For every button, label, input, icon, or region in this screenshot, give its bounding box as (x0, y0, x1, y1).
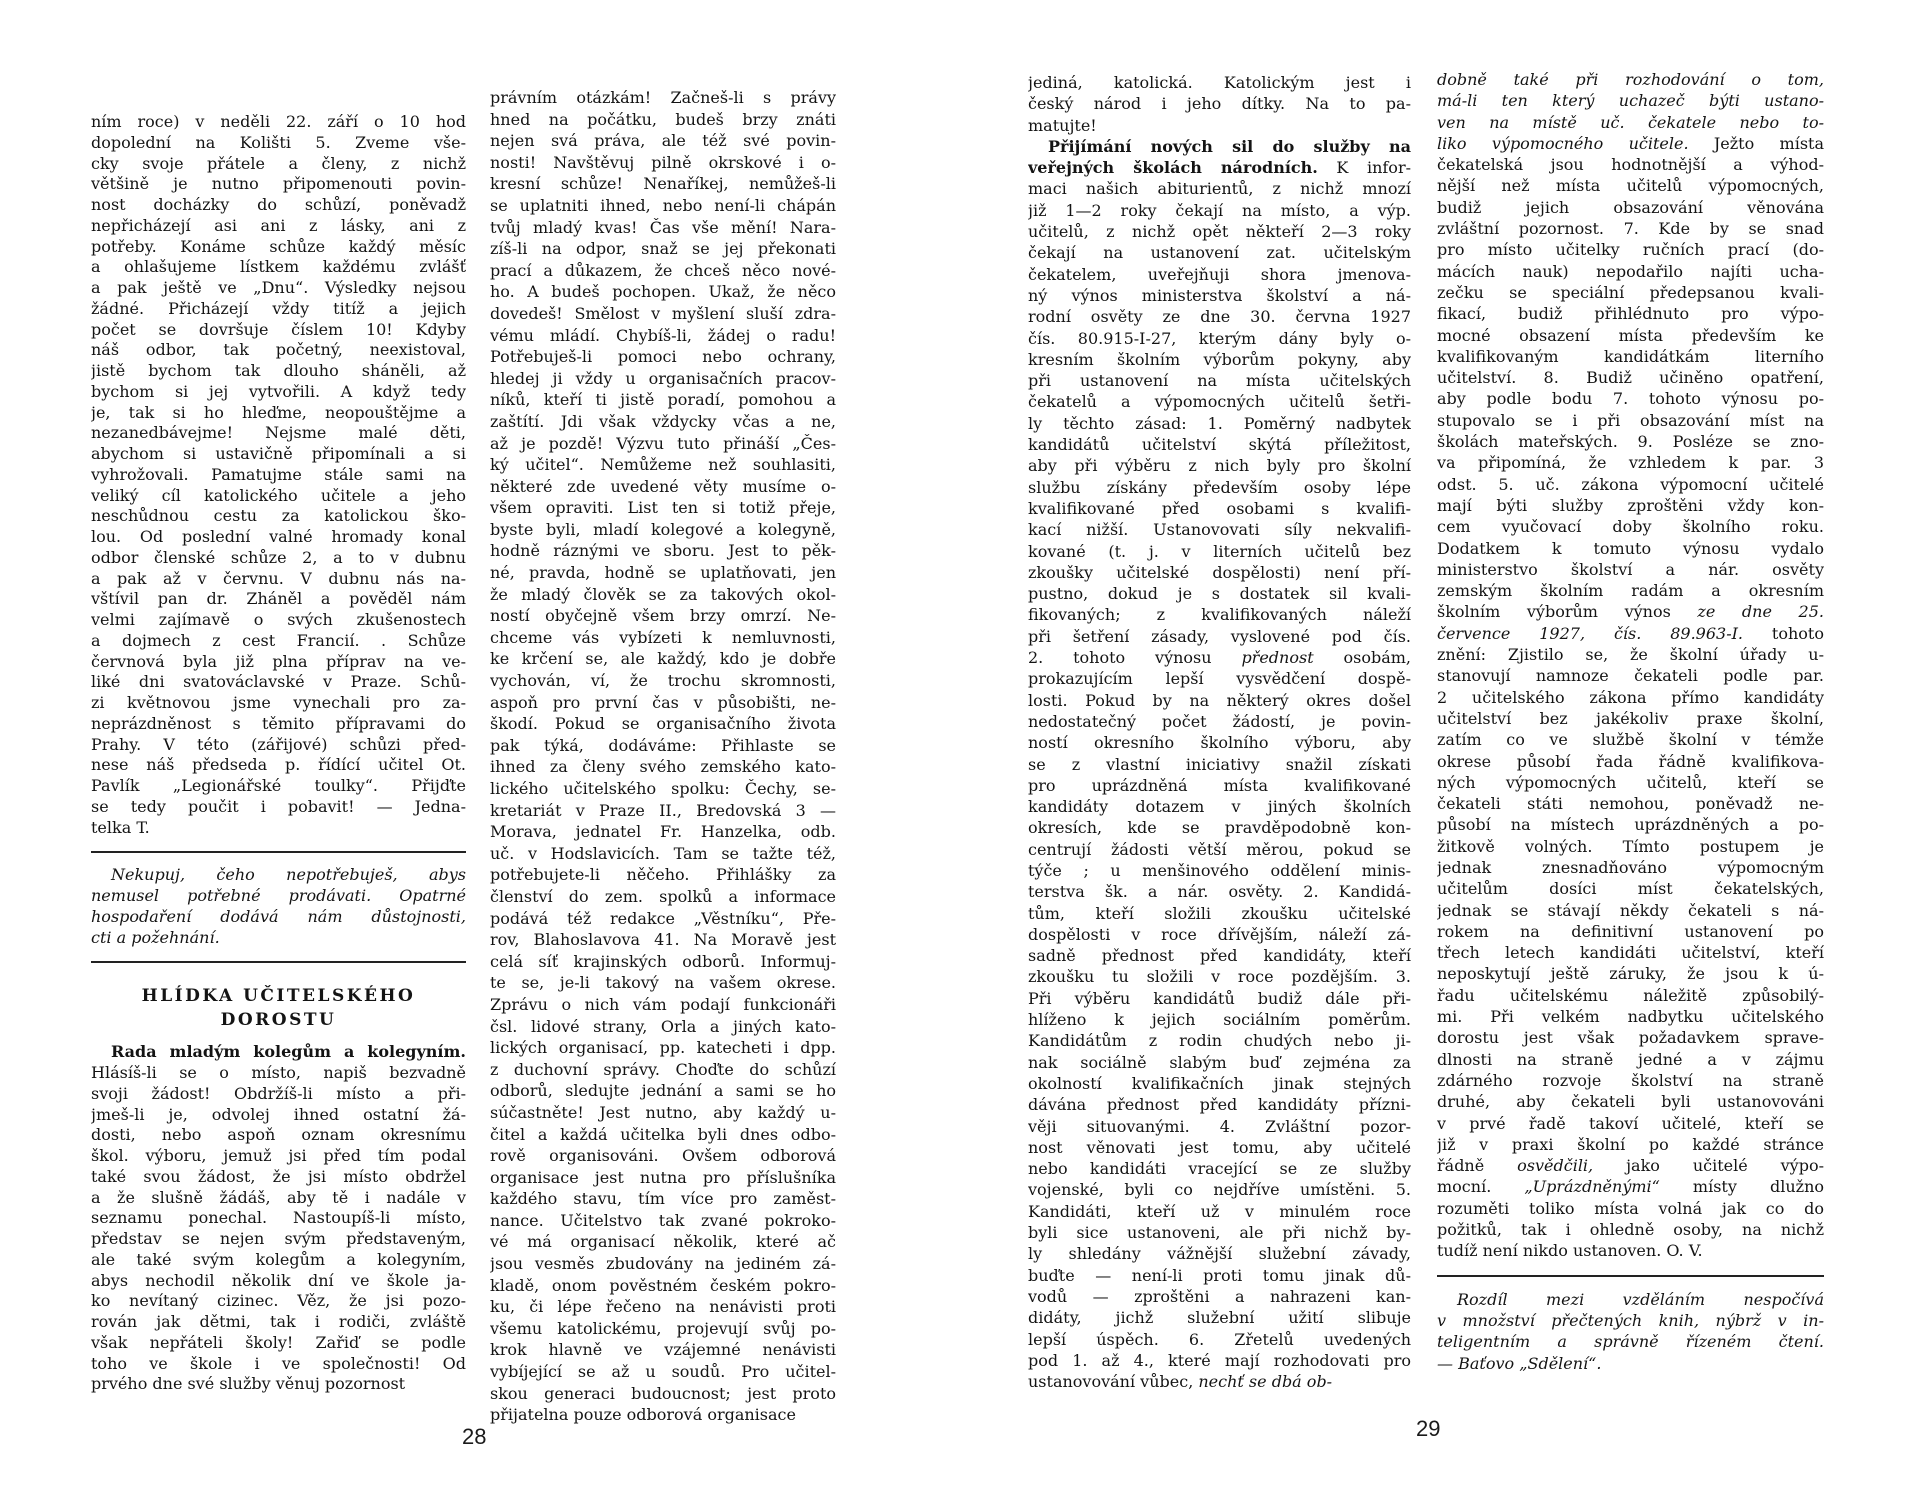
text-line: Dodatkem k tomuto výnosu vydalo (1437, 538, 1824, 558)
text-line: škol. výboru, jemuž jsi před tím podal (91, 1146, 466, 1165)
text-line: zatím co ve službě školní v témže (1437, 730, 1824, 750)
text-run: K infor- (1317, 158, 1411, 178)
text-line: ním roce) v neděli 22. září o 10 hod (91, 112, 466, 131)
text-line: Rozdíl mezi vzděláním nespočívá (1457, 1289, 1824, 1309)
text-line: kvalifikované před osobami s kvalifi- (1028, 498, 1411, 518)
text-line: rově organisováni. Ovšem odborová (490, 1146, 836, 1166)
text-line: všem opraviti. List ten si totiž přeje, (490, 498, 836, 518)
text-line: mají býti služby zproštěni vždy kon- (1437, 495, 1824, 515)
text-line: mocné obsazení místa především ke (1437, 325, 1824, 345)
text-line: hledej ji vždy u organisačních pracov- (490, 368, 836, 388)
right-page (953, 0, 1906, 1500)
text-line: vému mládí. Chybíš-li, žádej o radu! (490, 325, 836, 345)
text-line: jediná, katolická. Katolickým jest i (1028, 73, 1411, 92)
text-line: vojenské, byli co nejdříve umístěni. 5. (1028, 1180, 1411, 1200)
text-line: nebo kandidáti vracející se ze služby (1028, 1159, 1411, 1179)
text-line: níků, kteří ti jistě poradí, pomohou a (490, 390, 836, 410)
text-line: losti. Pokud by na některý okres došel (1028, 690, 1411, 710)
text-line: školách mateřských. 9. Posléze se zno- (1437, 432, 1824, 452)
text-line: rozuměti toliko místa volná jak co do (1437, 1198, 1824, 1218)
text-line: službu získány především osoby lépe (1028, 477, 1411, 497)
text-line: aby při výběru z nich byly pro školní (1028, 456, 1411, 476)
text-line: ministerstvo školství a nár. osvěty (1437, 559, 1824, 579)
text-line: řadu učitelskému náležitě způsobilý- (1437, 985, 1824, 1005)
text-line: va připomíná, že vzhledem k par. 3 (1437, 453, 1824, 473)
text-line: neprázdněnost s těmito přípravami do (91, 713, 466, 733)
text-line: kandidáty dotazem v jiných školních (1028, 797, 1411, 817)
text-line: až je pozdě! Výzvu tuto přináší „Čes- (490, 433, 836, 453)
text-line: učitelství bez jakékoliv praxe školní, (1437, 708, 1824, 728)
text-line: dovedeš! Smělost v myšlení sluší zdra- (490, 303, 836, 323)
text-line: při ustanovení na místa učitelských (1028, 371, 1411, 391)
text-line: žádné. Přicházejí vždy titíž a jejich (91, 298, 466, 318)
text-line: působí na místech uprázdněných a po- (1437, 815, 1824, 835)
text-line: nak sociálně slabým buď zejména za (1028, 1052, 1411, 1072)
text-line: čís. 80.915-I-27, kterým dány byly o- (1028, 328, 1411, 348)
text-line (1028, 647, 1411, 668)
text-line: nosti! Navštěvuj pilně okrskové i o- (490, 152, 836, 172)
text-line: vé má organisací několik, které ač (490, 1232, 836, 1252)
text-line: zemským školním radám a okresním (1437, 581, 1824, 601)
text-line (1437, 601, 1824, 622)
text-line: čekateli státi nemohou, poněvadž ne- (1437, 794, 1824, 814)
text-line: vychován, ví, že trochu skromnosti, (490, 671, 836, 691)
text-line: zdárného rozvoje školství na straně (1437, 1070, 1824, 1090)
text-line: bychom si jej vytvořili. A když tedy (91, 381, 466, 401)
text-run: řádně (1437, 1156, 1518, 1176)
text-line: budiž jejich obsazování věnována (1437, 197, 1824, 217)
text-line: ihned za členy svého zemského kato- (490, 757, 836, 777)
text-line: potřeby. Konáme schůze každý měsíc (91, 236, 466, 256)
text-line: kladě, onom pověstném českém pokro- (490, 1275, 836, 1295)
text-line: hlíženo k jejich sociálním poměrům. (1028, 1010, 1411, 1030)
text-line: každého stavu, tím více pro zaměst- (490, 1189, 836, 1209)
text-line: cti a požehnání. (91, 927, 220, 947)
text-line: kací nižší. Ustanovovati síly nekvalifi- (1028, 520, 1411, 540)
text-run: ustanovování vůbec, (1028, 1372, 1199, 1392)
text-line (1437, 133, 1824, 154)
text-line: je, tak si ho hleďme, neopouštějme a (91, 402, 466, 422)
text-line: 2 učitelského zákona přímo kandidáty (1437, 687, 1824, 707)
article-paragraph (91, 1042, 466, 1395)
text-line: čekatelská jsou hodnotnější a výhod- (1437, 155, 1824, 175)
text-line: didáty, jichž služební užití slibuje (1028, 1308, 1411, 1328)
text-line: učitelům dosíci míst čekatelských, (1437, 879, 1824, 899)
text-line: vštívil pan dr. Zháněl a pověděl nám (91, 589, 466, 609)
text-line: a že slušně žádáš, aby tě i nadále v (91, 1187, 466, 1207)
text-run: školním výborům výnos (1437, 602, 1698, 622)
text-line: zi květnovou jsme vynechali pro za- (91, 693, 466, 712)
divider (91, 961, 466, 963)
article-text (1437, 69, 1824, 1262)
text-line: Kandidáti, kteří už v minulém roce (1028, 1201, 1411, 1221)
article-text (490, 87, 836, 1426)
text-line: vyhrožovali. Pamatujme stále sami na (91, 464, 466, 484)
text-line: ale také svým kolegům a kolegyním, (91, 1249, 466, 1269)
text-line: se z vlastní iniciativy snažil získati (1028, 754, 1411, 774)
text-line: zvláštní pozornost. 7. Kde by se snad (1437, 219, 1824, 239)
text-line: aspoň pro první čas v působišti, ne- (490, 692, 836, 712)
text-line: ký učitel“. Nemůžeme než souhlasiti, (490, 455, 836, 475)
text-line: rov, Blahoslavova 41. Na Moravě jest (490, 930, 836, 950)
text-line: neposkytují ještě záruky, že jsou k ú- (1437, 964, 1824, 984)
bold-text: veřejných školách národních. (1028, 158, 1318, 178)
italic-text: ze dne 25. (1697, 602, 1824, 622)
text-line: většině je nutno připomenouti povin- (91, 174, 466, 194)
text-line: chceme vás vybízeti k nemluvnosti, (490, 627, 836, 647)
text-run: tohoto (1743, 623, 1824, 643)
text-line: rován jak dětmi, tak i rodiči, zvláště (91, 1312, 466, 1331)
text-line: zkoušku tu složili v roce pozdějším. 3. (1028, 967, 1411, 987)
text-line: kresní schůze! Nenaříkej, nemůžeš-li (490, 174, 836, 194)
text-line: ností obyčejně všem brzy omrzí. Ne- (490, 606, 836, 626)
text-run: 2. tohoto výnosu (1028, 648, 1242, 668)
text-line: hodně ráznými ve sboru. Jest to pěk- (490, 541, 836, 561)
text-line: ly shledány vážnější služební závady, (1028, 1244, 1411, 1264)
text-line: ností okresního školního výboru, aby (1028, 733, 1411, 753)
text-line: byli sice ustanoveni, ale při nichž by- (1028, 1223, 1411, 1243)
text-line: se tedy poučit i pobavit! — Jedna- (91, 796, 466, 816)
text-line: vodů — zproštěni a nahrazeni kan- (1028, 1286, 1411, 1306)
text-line: okrese působí řada řádně kvalifikova- (1437, 751, 1824, 771)
text-line: v množství přečtených knih, nýbrž v in- (1437, 1310, 1824, 1330)
text-line: pak týká, dodáváme: Přihlaste se (490, 735, 836, 755)
text-line (1028, 136, 1411, 157)
text-line: mácích nauk) nepodařilo najíti ucha- (1437, 261, 1824, 281)
text-run: osobám, (1313, 648, 1411, 668)
text-line: jistě bychom tak dlouho sháněli, až (91, 361, 466, 380)
text-line: nedostatečný počet žádostí, je povin- (1028, 711, 1411, 731)
text-line: svoji žádost! Obdržíš-li místo a při- (91, 1083, 466, 1103)
text-line: jednak znesnadňováno výpomocným (1437, 857, 1824, 877)
text-line: škodí. Pokud se organisačního života (490, 714, 836, 734)
text-line: ke krčení se, ale každý, kdo je dobře (490, 649, 836, 669)
text-line: telka T. (91, 817, 150, 837)
text-line: červnová byla již plna příprav na ve- (91, 651, 466, 671)
divider (91, 851, 466, 853)
text-line: Pavlík „Legionářské toulky“. Přijďte (91, 776, 466, 795)
text-line: ly těchto zásad: 1. Poměrný nadbytek (1028, 413, 1411, 433)
page-number: 29 (1416, 1416, 1441, 1441)
text-line: Hlásíš-li se o místo, napiš bezvadně (91, 1063, 466, 1082)
right-page-column-1 (1028, 72, 1411, 1392)
italic-text: nechť se dbá ob- (1198, 1372, 1333, 1392)
text-line: přijatelna pouze odborová organisace (490, 1405, 796, 1425)
text-line (1437, 112, 1824, 133)
text-line: čitel a každá učitelka byli dnes odbo- (490, 1124, 836, 1144)
text-line: jmeš-li je, odvolej ihned ostatní žá- (91, 1104, 466, 1124)
text-line: lických organisací, pp. katecheti i dpp. (490, 1038, 836, 1058)
text-line: rokem na definitivní ustanovení po (1437, 921, 1824, 941)
text-line: lického učitelského spolku: Čechy, se- (490, 779, 836, 798)
italic-text: července 1927, čís. 89.963-I. (1437, 623, 1744, 643)
text-line: zíš-li na odpor, snaž se jej překonati (490, 239, 836, 259)
text-line: ných výpomocných učitelů, kteří se (1437, 772, 1824, 792)
left-page-column-2 (490, 87, 836, 1426)
text-line: lepší úspěch. 6. Zřetelů uvedených (1028, 1329, 1411, 1349)
text-line: nese náš předseda p. řídící učitel Ot. (91, 755, 466, 775)
text-line: kované (t. j. v literních učitelů bez (1028, 541, 1411, 561)
text-line: celá síť krajinských odborů. Informuj- (490, 951, 836, 971)
text-line: byste byli, mladí kolegové a kolegyně, (490, 519, 836, 539)
text-line: organisace jest nutna pro příslušníka (490, 1167, 836, 1187)
text-line: prokazujícím lepší vysvědčení dospě- (1028, 669, 1411, 689)
text-line (1437, 69, 1824, 90)
text-line: rodní osvěty ze dne 30. června 1927 (1028, 307, 1411, 327)
text-line: a pak ještě ve „Dnu“. Výsledky nejsou (91, 278, 466, 297)
text-line: te se, je-li takový na vašem okrese. (490, 973, 836, 993)
text-line: ku, či lépe řečeno na nenávisti proti (490, 1297, 836, 1317)
text-line: čekatelů a výpomocných učitelů šetři- (1028, 392, 1411, 412)
text-line: nemusel potřebné prodávati. Opatrné (91, 886, 466, 905)
text-line: kretariát v Praze II., Bredovská 3 — (490, 800, 836, 820)
text-line: učitelů, z nichž opět někteří 2—3 roky (1028, 222, 1411, 242)
text-line: terstva šk. a nár. osvěty. 2. Kandidá- (1028, 882, 1411, 902)
text-line: dlnosti na straně jedné a v zájmu (1437, 1049, 1824, 1069)
text-line: pro místo učitelky ručních prací (do- (1437, 240, 1824, 260)
article-paragraph (1028, 136, 1411, 1393)
text-line: také svou žádost, že jsi místo obdržel (91, 1166, 466, 1186)
divider (1437, 1275, 1824, 1277)
text-line: Prahy. V této (zářijové) schůzi před- (91, 734, 466, 754)
bold-text: Rada mladým kolegům a kolegyním. (111, 1042, 466, 1062)
text-line: sadně přednost před kandidáty, kteří (1028, 946, 1411, 966)
text-line: a dojmech z cest Francií. . Schůze (91, 630, 466, 650)
text-line: hned na počátku, budeš brzy znáti (490, 109, 836, 129)
text-line (1437, 1176, 1824, 1197)
text-line: uč. v Hodslavicích. Tam se tažte též, (490, 843, 836, 863)
text-line: pustno, dokud je s dostatek sil kvali- (1028, 584, 1411, 604)
text-line: fikací, budiž přihlédnuto pro výpo- (1437, 304, 1824, 324)
text-line: veliký cíl katolického učitele a jeho (91, 485, 466, 505)
text-line: představ se nejen svým představeným, (91, 1229, 466, 1248)
text-line: dávána přednost před kandidáty přízni- (1028, 1095, 1411, 1115)
text-line: zkoušky učitelské dospělosti) není pří- (1028, 562, 1411, 582)
text-line: dospělosti v roce dřívějším, náleží zá- (1028, 924, 1411, 944)
page-number: 28 (462, 1424, 487, 1449)
italic-text: má-li ten který uchazeč býti ustano- (1437, 91, 1824, 111)
text-line (1437, 1155, 1824, 1176)
text-line: odbor členské schůze 2, a to v dubnu (91, 547, 466, 567)
text-line: Při výběru kandidátů budiž dále při- (1028, 988, 1411, 1008)
text-line: již v praxi školní po každé stránce (1437, 1134, 1824, 1154)
text-line: odst. 5. uč. zákona výpomocní učitelé (1437, 474, 1824, 494)
heading-line: DOROSTU (220, 1010, 337, 1031)
bold-text: Přijímání nových sil do služby na (1048, 136, 1411, 156)
text-line: čsl. lidové strany, Orla a jiných kato- (490, 1016, 836, 1036)
text-run: Ježto místa (1688, 133, 1824, 153)
text-line: náš odbor, tak početný, neexistoval, (91, 340, 466, 360)
text-line: ný výnos ministerstva školství a ná- (1028, 285, 1411, 305)
section-heading (91, 975, 466, 1032)
text-line: skou generaci budoucnost; jest proto (490, 1383, 836, 1403)
text-line: teligentním a správně řízeném čtení. (1437, 1332, 1824, 1352)
italic-quote (91, 865, 466, 948)
italic-text: „Uprázdněnými“ (1524, 1177, 1660, 1197)
text-line: ho. A budeš pochopen. Ukaž, že něco (490, 282, 836, 302)
text-line: mi. Při velkém nadbytku učitelského (1437, 1007, 1824, 1027)
text-line: nější než místa učitelů výpomocných, (1437, 176, 1824, 196)
italic-quote (1437, 1289, 1824, 1374)
text-line: žitkově volných. Tímto postupem je (1437, 836, 1824, 856)
text-line: právním otázkám! Začneš-li s právy (490, 88, 836, 107)
text-line: členství do zem. spolků a informace (490, 886, 836, 906)
text-line: kvalifikovaným kandidátkám literního (1437, 346, 1824, 366)
text-line: tům, kteří složili zkoušku učitelské (1028, 903, 1411, 923)
text-line: Potřebuješ-li pomoci nebo ochrany, (490, 347, 836, 367)
text-line: pod 1. až 4., které mají rozhodovati pro (1028, 1350, 1411, 1370)
text-line: odborů, sledujte jednání a sami se ho (490, 1081, 836, 1101)
text-line: okresích, kde se pravděpodobně kon- (1028, 818, 1411, 838)
text-line: kresním školním výborům pokyny, aby (1028, 349, 1411, 369)
text-line: se uplatniti ihned, nebo není-li chápán (490, 195, 836, 215)
italic-text: ven na místě uč. čekatele nebo to- (1437, 112, 1824, 132)
text-line: jsou vesměs zbudovány na jediném zá- (490, 1254, 836, 1274)
text-line: liké dni svatováclavské v Praze. Schů- (91, 672, 466, 692)
italic-text: přednost (1241, 648, 1314, 668)
text-line: abys nechodil několik dní ve škole ja- (91, 1270, 466, 1290)
text-line: některé zde uvedené věty musíme o- (490, 476, 836, 496)
text-line: dorostu jest však požadavkem sprave- (1437, 1028, 1824, 1048)
text-line: cky svoje přátele a členy, z nichž (91, 153, 466, 173)
text-line: týče ; u menšinového oddělení minis- (1028, 860, 1411, 880)
text-line: nance. Učitelstvo tak zvané pokroko- (490, 1210, 836, 1230)
text-line: centrují žádosti větší měrou, pokud se (1028, 839, 1411, 859)
text-line: český národ i jeho dítky. Na to pa- (1028, 94, 1411, 114)
text-line: pro uprázdněná místa kvalifikované (1028, 775, 1411, 795)
text-line (1437, 623, 1824, 644)
text-line: stanovují namnoze čekateli podle par. (1437, 666, 1824, 686)
text-line: velmi zajímavě o svých zkušenostech (91, 610, 466, 629)
text-line: Kandidátům z rodin chudých nebo ji- (1028, 1031, 1411, 1051)
text-line: tudíž není nikdo ustanoven. O. V. (1437, 1241, 1703, 1261)
text-line: aby podle bodu 7. tohoto výnosu po- (1437, 389, 1824, 409)
text-line: druhé, aby čekateli byli ustanovováni (1437, 1092, 1824, 1112)
text-line: zaštítí. Jdi však vždycky včas a ne, (490, 411, 836, 431)
text-line: neschůdnou cestu za katolickou ško- (91, 506, 466, 526)
text-line: prvého dne své služby věnuj pozornost (91, 1374, 406, 1394)
left-page-column-1 (91, 112, 466, 1395)
text-line: z duchovní správy. Choďte do schůzí (490, 1059, 836, 1079)
text-line: Morava, jednatel Fr. Hanzelka, odb. (490, 822, 836, 842)
text-run: mocní. (1437, 1177, 1525, 1197)
text-line (1028, 157, 1411, 178)
text-line: třech letech kandidáti učitelství, kteří (1437, 943, 1824, 963)
text-line: abychom si ustavičně připomínali a si (91, 444, 466, 463)
text-line: jednak se stávají někdy čekateli s ná- (1437, 900, 1824, 920)
text-line: potřebujete-li něčeho. Přihlášky za (490, 865, 836, 885)
text-line: čekají na ustanovení zat. učitelským (1028, 243, 1411, 263)
text-line: nejen svá práva, ale též své povin- (490, 131, 836, 151)
text-line: né, pravda, hodně se uplatňovati, jen (490, 563, 836, 583)
text-line: učitelství. 8. Budiž učiněno opatření, (1437, 368, 1824, 388)
right-page-column-2 (1437, 69, 1824, 1374)
text-line: však nepřáteli školy! Zařiď se podle (91, 1332, 466, 1352)
article-text (1028, 72, 1411, 136)
text-line: — Baťovo „Sdělení“. (1437, 1353, 1602, 1373)
text-line: matujte! (1028, 115, 1097, 135)
text-line: věji situovanými. 4. Zvláštní pozor- (1028, 1116, 1411, 1136)
text-line: při šetření zásady, vyslovené pod čís. (1028, 626, 1411, 646)
italic-text: dobně také při rozhodování o tom, (1437, 70, 1824, 89)
text-line: a pak až v červnu. V dubnu nás na- (91, 568, 466, 588)
text-line: maci našich abiturientů, z nichž mnozí (1028, 179, 1411, 199)
text-line: stupovalo se i při obsazování míst na (1437, 410, 1824, 430)
text-run: jako učitelé výpo- (1593, 1156, 1824, 1176)
text-line: podává též redakce „Věstníku“, Pře- (490, 908, 836, 928)
text-line: cem vyučovací doby školního roku. (1437, 517, 1824, 537)
text-run: místy dlužno (1659, 1177, 1824, 1197)
text-line: toho ve škole i ve společnosti! Od (91, 1353, 466, 1373)
text-line: fikovaných; z kvalifikovaných náleží (1028, 605, 1411, 625)
text-line: všemu katolickému, projevují svůj po- (490, 1318, 836, 1338)
article-text (91, 112, 466, 838)
text-line: hospodaření dodává nám důstojnosti, (91, 906, 466, 926)
text-line: prací a důkazem, že chceš něco nové- (490, 260, 836, 280)
text-line: nepřicházejí asi ani z lásky, ani z (91, 215, 466, 235)
text-line: požitků, tak i ohledně osoby, na nichž (1437, 1220, 1824, 1240)
text-line: buďte — není-li proti tomu jinak dů- (1028, 1265, 1411, 1285)
text-line: Zprávu o nich vám podají funkcionáři (490, 994, 836, 1014)
text-line (1028, 1371, 1411, 1392)
text-line: súčastněte! Jest nutno, aby každý u- (490, 1102, 836, 1122)
text-line: krok hlavně ve vzájemné nenávisti (490, 1340, 836, 1360)
text-line: nost věnovati jest tomu, aby učitelé (1028, 1137, 1411, 1157)
text-line: již 1—2 roky čekají na místo, a výp. (1028, 200, 1411, 220)
text-line: v prvé řadě takoví učitelé, kteří se (1437, 1113, 1824, 1133)
text-line: dopolední na Kolišti 5. Zveme vše- (91, 132, 466, 152)
italic-text: liko výpomocného učitele. (1437, 133, 1689, 153)
text-line: ko nevítaný cizinec. Věz, že jsi pozo- (91, 1291, 466, 1311)
text-line: dosti, nebo aspoň oznam okresnímu (91, 1125, 466, 1145)
text-line: seznamu ponechal. Nastoupíš-li místo, (91, 1208, 466, 1228)
text-line: a ohlašujeme lístkem každému zvlášť (91, 257, 466, 277)
text-line (1437, 90, 1824, 111)
text-line: kandidátů učitelství skýtá příležitost, (1028, 435, 1411, 455)
text-line: vybíjející se až u soudů. Pro učitel- (490, 1362, 836, 1382)
heading-line: HLÍDKA UČITELSKÉHO (141, 986, 416, 1007)
text-line: zečku se speciální předepsanou kvali- (1437, 282, 1824, 302)
text-line: okolností kvalifikačních jinak stejných (1028, 1073, 1411, 1093)
text-line: počet se dovršuje číslem 10! Kdyby (91, 319, 466, 339)
text-line: tvůj mladý kvas! Čas vše mění! Nara- (490, 217, 836, 237)
text-line: Nekupuj, čeho nepotřebuješ, abys (111, 865, 466, 885)
text-line: nezanedbávejme! Nejsme malé děti, (91, 423, 466, 443)
text-line: že mladý člověk se za takových okol- (490, 584, 836, 604)
text-line (91, 1042, 466, 1063)
italic-text: osvědčili, (1517, 1156, 1594, 1176)
text-line: čekatelem, uveřejňuji shora jmenova- (1028, 264, 1411, 284)
text-line: nost docházky do schůzí, poněvadž (91, 195, 466, 214)
text-line: lou. Od poslední valné hromady konal (91, 527, 466, 546)
text-line: znění: Zjistilo se, že školní úřady u- (1437, 645, 1824, 665)
